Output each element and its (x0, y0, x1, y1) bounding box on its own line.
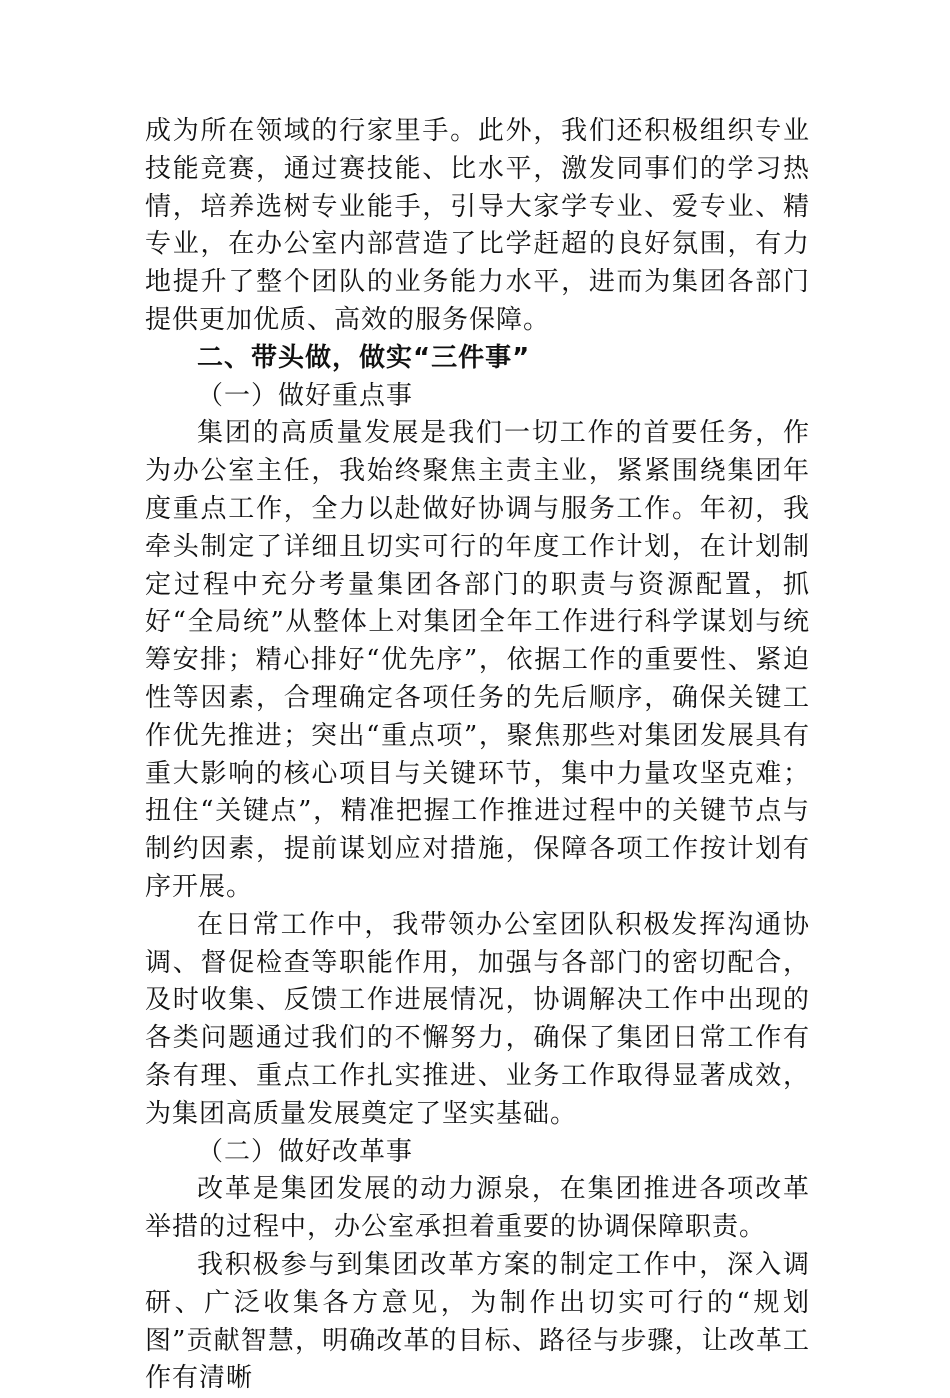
body-paragraph: 我积极参与到集团改革方案的制定工作中，深入调研、广泛收集各方意见，为制作出切实可行的“规划图”贡献智慧，明确改革的目标、路径与步骤，让改革工作有清晰 (145, 1249, 810, 1394)
section-heading: 二、带头做，做实“三件事” (197, 342, 531, 373)
subsection-heading: （一）做好重点事 (197, 380, 414, 411)
body-paragraph: 成为所在领域的行家里手。此外，我们还积极组织专业技能竞赛，通过赛技能、比水平，激发同事们的学习热情，培养选树专业能手，引导大家学专业、爱专业、精专业，在办公室内部营造了比学赶超的良好氛围，有力地提升了整个团队的业务能力水平，进而为集团各部门提供更加优质、高效的服务保障。 (145, 116, 810, 335)
document-body (145, 113, 810, 1398)
body-paragraph: 改革是集团发展的动力源泉，在集团推进各项改革举措的过程中，办公室承担着重要的协调保障职责。 (145, 1174, 810, 1243)
body-paragraph: 在日常工作中，我带领办公室团队积极发挥沟通协调、督促检查等职能作用，加强与各部门的密切配合，及时收集、反馈工作进展情况，协调解决工作中出现的各类问题通过我们的不懈努力，确保了集团日常工作有条有理、重点工作扎实推进、业务工作取得显著成效，为集团高质量发展奠定了坚实基础。 (145, 909, 810, 1129)
subsection-heading: （二）做好改革事 (197, 1136, 414, 1167)
body-paragraph: 集团的高质量发展是我们一切工作的首要任务，作为办公室主任，我始终聚焦主责主业，紧紧围绕集团年度重点工作，全力以赴做好协调与服务工作。年初，我牵头制定了详细且切实可行的年度工作计划，在计划制定过程中充分考量集团各部门的职责与资源配置，抓好“全局统”从整体上对集团全年工作进行科学谋划与统筹安排；精心排好“优先序”，依据工作的重要性、紧迫性等因素，合理确定各项任务的先后顺序，确保关键工作优先推进；突出“重点项”，聚焦那些对集团发展具有重大影响的核心项目与关键环节，集中力量攻坚克难；扭住“关键点”，精准把握工作推进过程中的关键节点与制约因素，提前谋划应对措施，保障各项工作按计划有序开展。 (145, 418, 810, 902)
